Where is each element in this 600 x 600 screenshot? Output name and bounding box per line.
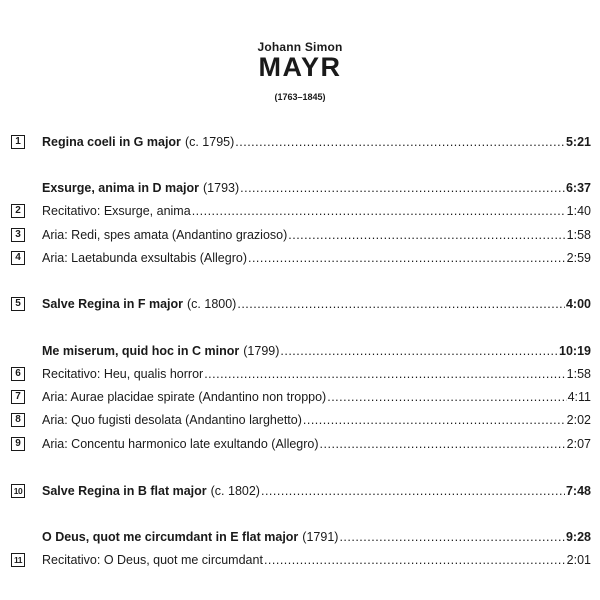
track-title: Aria: Quo fugisti desolata (Andantino larghetto) xyxy=(42,413,302,427)
track-title: Aria: Aurae placidae spirate (Andantino non troppo) xyxy=(42,390,327,404)
track-title: Regina coeli in G major xyxy=(42,135,181,149)
track-duration: 1:58 xyxy=(566,367,591,381)
track-duration: 1:40 xyxy=(566,204,591,218)
track-duration: 2:02 xyxy=(566,413,591,427)
track-row xyxy=(11,202,591,220)
work-heading-row xyxy=(11,528,591,546)
track-date: (1793) xyxy=(203,181,240,195)
dot-leader xyxy=(261,482,565,500)
track-duration: 2:01 xyxy=(566,553,591,567)
track-title: Aria: Concentu harmonico late exultando (Allegro) xyxy=(42,437,319,451)
track-title: Salve Regina in F major xyxy=(42,297,184,311)
track-duration: 6:37 xyxy=(565,181,591,195)
track-row xyxy=(11,551,591,569)
track-row xyxy=(11,411,591,429)
track-title: Recitativo: Exsurge, anima xyxy=(42,204,191,218)
track-date: (c. 1802) xyxy=(210,484,260,498)
track-title: Me miserum, quid hoc in C minor xyxy=(42,344,240,358)
dot-leader xyxy=(204,365,565,383)
dot-leader xyxy=(288,226,565,244)
composer-dates: (1763–1845) xyxy=(274,92,326,102)
track-number: 10 xyxy=(11,484,25,498)
track-number: 6 xyxy=(11,367,25,381)
track-duration: 4:00 xyxy=(565,297,591,311)
track-duration: 2:07 xyxy=(566,437,591,451)
track-title: O Deus, quot me circumdant in E flat major xyxy=(42,530,299,544)
track-duration: 7:48 xyxy=(565,484,591,498)
track-title: Salve Regina in B flat major xyxy=(42,484,207,498)
track-number: 11 xyxy=(11,553,25,567)
track-number: 2 xyxy=(11,204,25,218)
track-date: (1791) xyxy=(302,530,339,544)
track-date: (c. 1795) xyxy=(184,135,235,149)
track-number: 9 xyxy=(11,437,25,451)
track-row xyxy=(11,388,591,406)
composer-last-name: MAYR xyxy=(258,52,342,82)
dot-leader xyxy=(248,249,566,267)
work-heading-row xyxy=(11,342,591,360)
dot-leader xyxy=(192,202,566,220)
work-heading-row xyxy=(11,482,591,500)
dot-leader xyxy=(303,411,566,429)
track-number: 5 xyxy=(11,297,25,311)
track-date: (c. 1800) xyxy=(187,297,237,311)
track-duration: 2:59 xyxy=(566,251,591,265)
track-title: Recitativo: O Deus, quot me circumdant xyxy=(42,553,263,567)
track-number: 3 xyxy=(11,228,25,242)
track-duration: 5:21 xyxy=(565,135,591,149)
track-duration: 4:11 xyxy=(567,390,591,404)
dot-leader xyxy=(240,179,565,197)
work-heading-row xyxy=(11,133,591,151)
track-number: 8 xyxy=(11,413,25,427)
track-duration: 9:28 xyxy=(565,530,591,544)
track-duration: 1:58 xyxy=(566,228,591,242)
track-title: Exsurge, anima in D major xyxy=(42,181,199,195)
track-row xyxy=(11,365,591,383)
dot-leader xyxy=(237,295,565,313)
track-title: Recitativo: Heu, qualis horror xyxy=(42,367,204,381)
track-row xyxy=(11,226,591,244)
work-heading-row xyxy=(11,295,591,313)
track-number: 1 xyxy=(11,135,25,149)
composer-first-name: Johann Simon xyxy=(257,40,343,54)
dot-leader xyxy=(339,528,565,546)
track-title: Aria: Redi, spes amata (Andantino grazioso) xyxy=(42,228,288,242)
dot-leader xyxy=(264,551,566,569)
track-title: Aria: Laetabunda exsultabis (Allegro) xyxy=(42,251,247,265)
track-date: (1799) xyxy=(243,344,280,358)
track-duration: 10:19 xyxy=(559,344,591,358)
track-row xyxy=(11,249,591,267)
work-heading-row xyxy=(11,179,591,197)
dot-leader xyxy=(327,388,566,406)
dot-leader xyxy=(235,133,565,151)
track-number: 7 xyxy=(11,390,25,404)
dot-leader xyxy=(320,435,566,453)
dot-leader xyxy=(280,342,558,360)
track-number: 4 xyxy=(11,251,25,265)
track-row xyxy=(11,435,591,453)
